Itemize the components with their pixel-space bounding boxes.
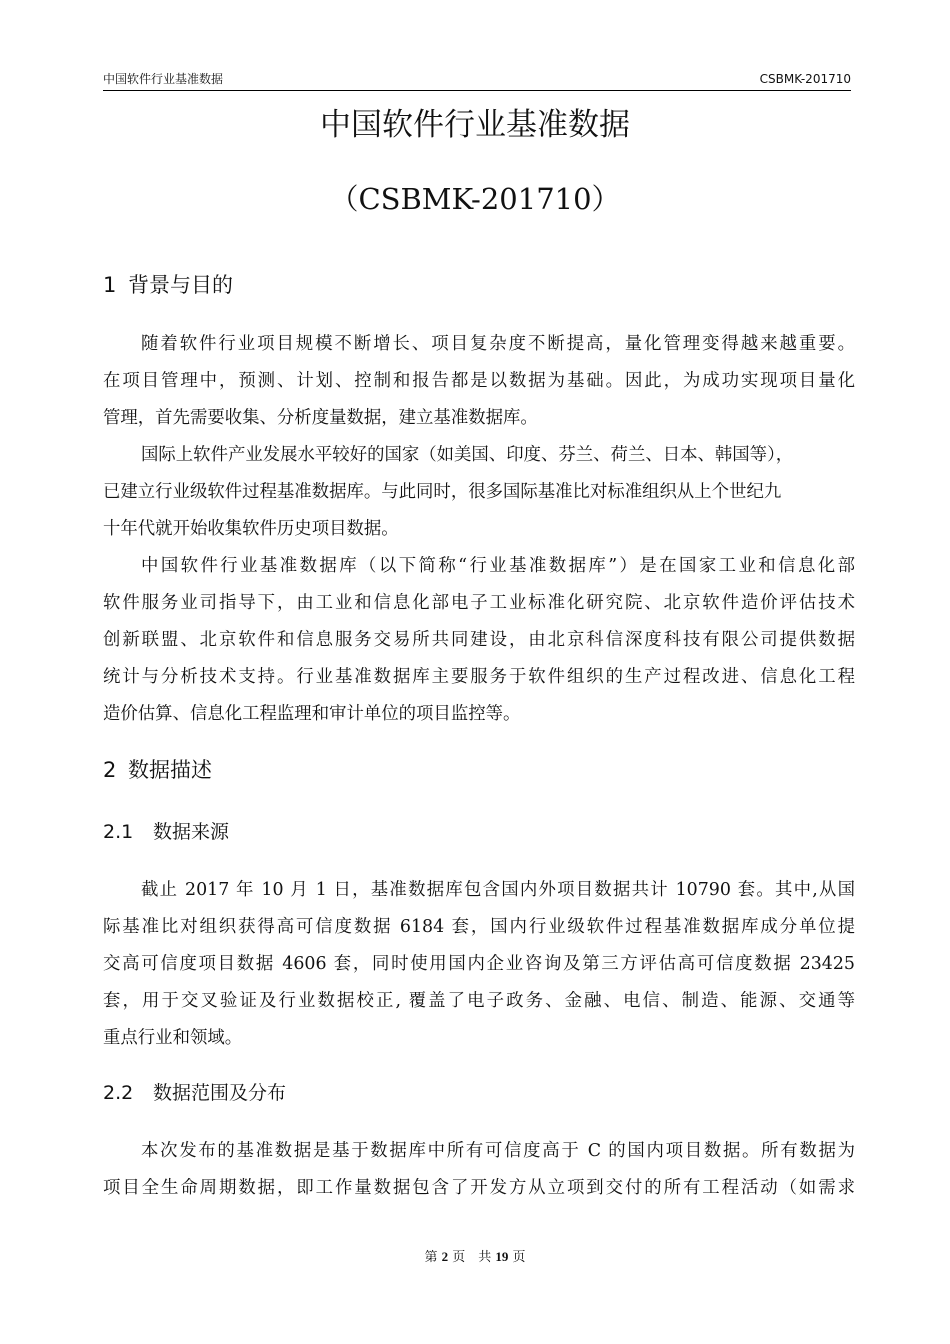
section-heading-1	[103, 270, 233, 300]
section-number: 2	[103, 758, 117, 782]
header-right-code: CSBMK-201710	[759, 72, 851, 86]
running-header	[103, 70, 851, 91]
paragraph-line: 项目全生命周期数据，即工作量数据包含了开发方从立项到交付的所有工程活动（如需求	[103, 1178, 855, 1198]
section-title: 背景与目的	[128, 273, 233, 297]
paragraph-line: 截止 2017 年 10 月 1 日，基准数据库包含国内外项目数据共计 10790 套。其中,从国	[141, 880, 855, 900]
document-title: 中国软件行业基准数据	[320, 107, 630, 143]
document-subtitle: （CSBMK-201710）	[329, 182, 621, 216]
page-footer	[0, 1248, 950, 1267]
section-number: 2.2	[103, 1082, 134, 1104]
paragraph-line: 套，用于交叉验证及行业数据校正, 覆盖了电子政务、金融、电信、制造、能源、交通等	[103, 991, 855, 1011]
footer-middle: 页 共	[452, 1250, 492, 1265]
section-heading-2-2	[103, 1079, 286, 1107]
paragraph-line: 已建立行业级软件过程基准数据库。与此同时，很多国际基准比对标准组织从上个世纪九	[103, 482, 782, 502]
paragraph-line: 国际上软件产业发展水平较好的国家（如美国、印度、芬兰、荷兰、日本、韩国等），	[141, 445, 794, 465]
paragraph-data-scope	[103, 1133, 855, 1207]
paragraph-line: 本次发布的基准数据是基于数据库中所有可信度高于 C 的国内项目数据。所有数据为	[141, 1141, 855, 1161]
paragraph-line: 管理，首先需要收集、分析度量数据，建立基准数据库。	[103, 408, 538, 428]
section-title: 数据范围及分布	[153, 1082, 287, 1104]
paragraph-line: 十年代就开始收集软件历史项目数据。	[103, 519, 399, 539]
paragraph-line: 交高可信度项目数据 4606 套，同时使用国内企业咨询及第三方评估高可信度数据 23425	[103, 954, 855, 974]
section-heading-2-1	[103, 818, 229, 846]
paragraph-data-source	[103, 872, 855, 1057]
paragraph-line: 软件服务业司指导下，由工业和信息化部电子工业标准化研究院、北京软件造价评估技术	[103, 593, 855, 613]
paragraph-line: 中国软件行业基准数据库（以下简称“行业基准数据库”）是在国家工业和信息化部	[141, 556, 855, 576]
paragraph-line: 统计与分析技术支持。行业基准数据库主要服务于软件组织的生产过程改进、信息化工程	[103, 667, 855, 687]
footer-prefix: 第	[424, 1250, 438, 1265]
footer-total-pages: 19	[495, 1249, 509, 1264]
paragraph-background	[103, 326, 855, 437]
paragraph-line: 造价估算、信息化工程监理和审计单位的项目监控等。	[103, 704, 521, 724]
section-heading-2	[103, 755, 212, 785]
section-title: 数据来源	[153, 821, 230, 843]
footer-page-number: 2	[441, 1249, 449, 1264]
paragraph-line: 创新联盟、北京软件和信息服务交易所共同建设，由北京科信深度科技有限公司提供数据	[103, 630, 855, 650]
footer-suffix: 页	[512, 1250, 526, 1265]
paragraph-line: 随着软件行业项目规模不断增长、项目复杂度不断提高，量化管理变得越来越重要。	[141, 334, 855, 354]
section-number: 1	[103, 273, 117, 297]
paragraph-database-intro	[103, 548, 855, 733]
paragraph-line: 重点行业和领域。	[103, 1028, 243, 1048]
paragraph-international	[103, 437, 855, 548]
section-title: 数据描述	[128, 758, 212, 782]
paragraph-line: 在项目管理中，预测、计划、控制和报告都是以数据为基础。因此，为成功实现项目量化	[103, 371, 855, 391]
section-number: 2.1	[103, 821, 134, 843]
header-left-title: 中国软件行业基准数据	[103, 72, 224, 86]
paragraph-line: 际基准比对组织获得高可信度数据 6184 套，国内行业级软件过程基准数据库成分单位提	[103, 917, 855, 937]
